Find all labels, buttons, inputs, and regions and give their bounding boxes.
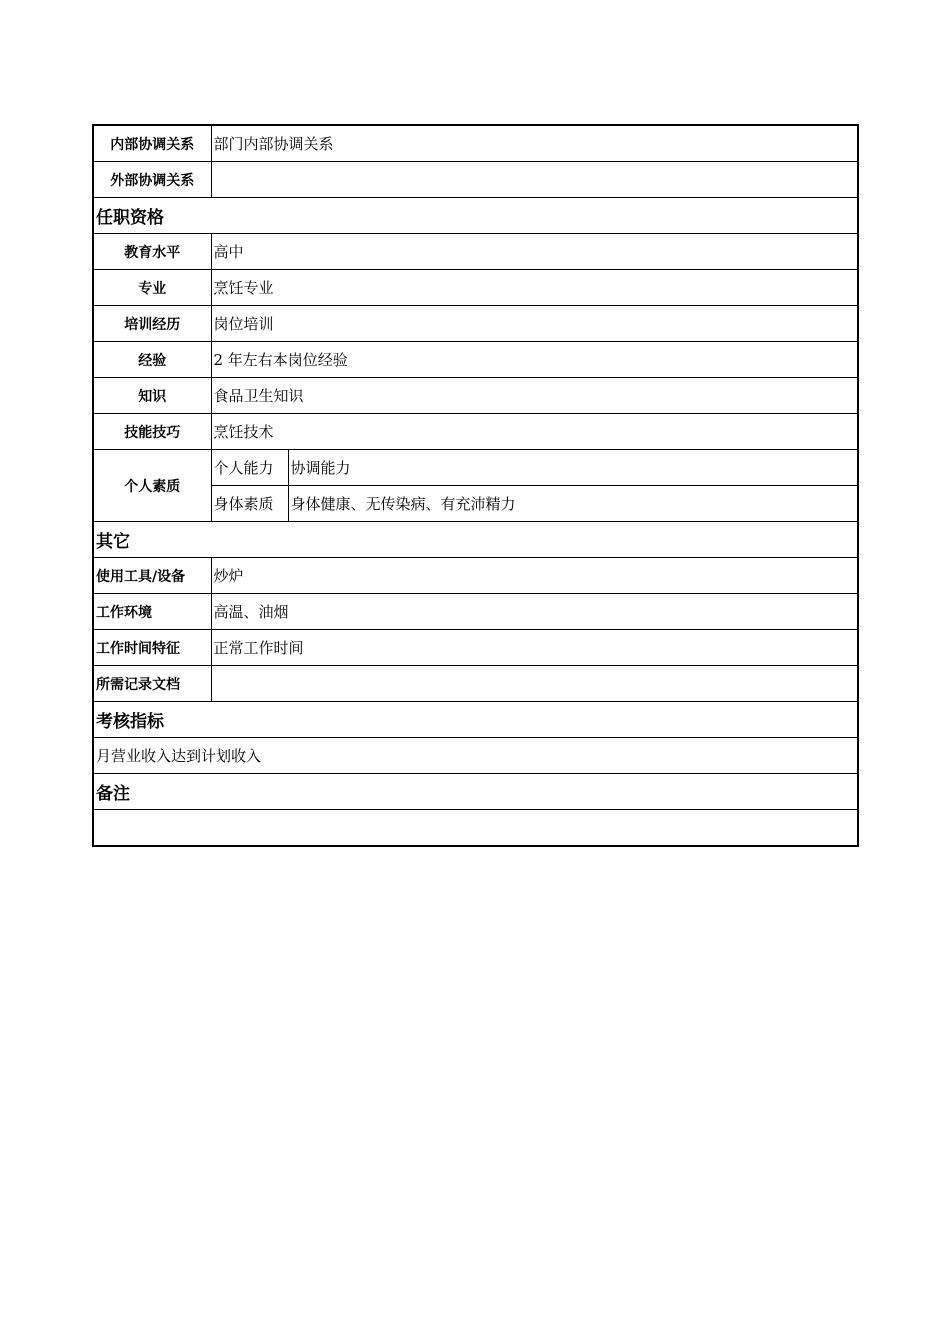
training-row: [93, 306, 858, 342]
assessment-section-row: [93, 702, 858, 738]
environment-value: 高温、油烟: [211, 594, 858, 630]
education-row: [93, 234, 858, 270]
remarks-value: [93, 810, 858, 847]
personal-ability-row: [93, 450, 858, 486]
major-label: 专业: [93, 270, 211, 306]
job-description-table: [92, 124, 859, 847]
tools-label: 使用工具/设备: [93, 558, 211, 594]
skills-value: 烹饪技术: [211, 414, 858, 450]
internal-coordination-value: 部门内部协调关系: [211, 125, 858, 162]
tools-row: [93, 558, 858, 594]
internal-coordination-row: [93, 125, 858, 162]
physical-label: 身体素质: [211, 486, 288, 522]
qualifications-section-row: [93, 198, 858, 234]
remarks-heading: 备注: [93, 774, 858, 810]
education-value: 高中: [211, 234, 858, 270]
remarks-value-row: [93, 810, 858, 847]
external-coordination-row: [93, 162, 858, 198]
other-heading: 其它: [93, 522, 858, 558]
personal-quality-label: 个人素质: [93, 450, 211, 522]
physical-value: 身体健康、无传染病、有充沛精力: [288, 486, 858, 522]
assessment-value-row: [93, 738, 858, 774]
internal-coordination-label: 内部协调关系: [93, 125, 211, 162]
remarks-section-row: [93, 774, 858, 810]
environment-label: 工作环境: [93, 594, 211, 630]
work-time-value: 正常工作时间: [211, 630, 858, 666]
documents-label: 所需记录文档: [93, 666, 211, 702]
skills-row: [93, 414, 858, 450]
skills-label: 技能技巧: [93, 414, 211, 450]
knowledge-row: [93, 378, 858, 414]
tools-value: 炒炉: [211, 558, 858, 594]
work-time-row: [93, 630, 858, 666]
work-time-label: 工作时间特征: [93, 630, 211, 666]
experience-label: 经验: [93, 342, 211, 378]
qualifications-heading: 任职资格: [93, 198, 858, 234]
experience-value: 2 年左右本岗位经验: [211, 342, 858, 378]
external-coordination-value: [211, 162, 858, 198]
assessment-value: 月营业收入达到计划收入: [93, 738, 858, 774]
documents-value: [211, 666, 858, 702]
documents-row: [93, 666, 858, 702]
other-section-row: [93, 522, 858, 558]
major-row: [93, 270, 858, 306]
ability-label: 个人能力: [211, 450, 288, 486]
external-coordination-label: 外部协调关系: [93, 162, 211, 198]
experience-row: [93, 342, 858, 378]
training-value: 岗位培训: [211, 306, 858, 342]
training-label: 培训经历: [93, 306, 211, 342]
education-label: 教育水平: [93, 234, 211, 270]
environment-row: [93, 594, 858, 630]
knowledge-value: 食品卫生知识: [211, 378, 858, 414]
assessment-heading: 考核指标: [93, 702, 858, 738]
knowledge-label: 知识: [93, 378, 211, 414]
ability-value: 协调能力: [288, 450, 858, 486]
major-value: 烹饪专业: [211, 270, 858, 306]
